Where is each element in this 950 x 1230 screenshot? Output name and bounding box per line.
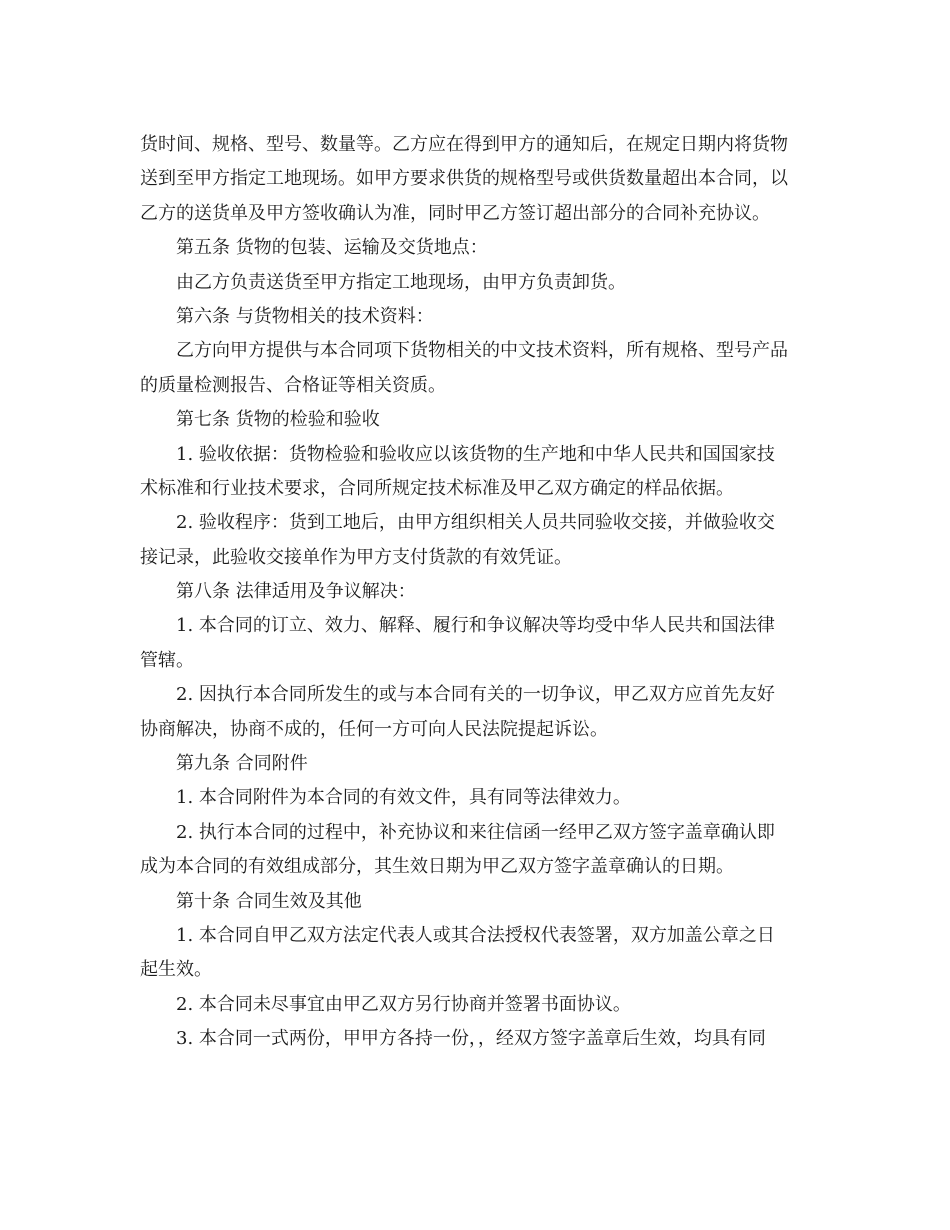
text-line: 送到至甲方指定工地现场。如甲方要求供货的规格型号或供货数量超出本合同，以 [140,168,788,190]
text-line: 1. 验收依据：货物检验和验收应以该货物的生产地和中华人民共和国国家技 [176,443,775,465]
text-line: 成为本合同的有效组成部分，其生效日期为甲乙双方签字盖章确认的日期。 [140,856,734,878]
text-line: 2. 验收程序：货到工地后，由甲方组织相关人员共同验收交接，并做验收交 [176,512,775,534]
text-line: 协商解决，协商不成的，任何一方可向人民法院提起诉讼。 [140,718,608,740]
text-line: 由乙方负责送货至甲方指定工地现场，由甲方负责卸货。 [176,271,626,293]
text-line: 2. 本合同未尽事宜由甲乙双方另行协商并签署书面协议。 [176,993,631,1015]
text-line: 接记录，此验收交接单作为甲方支付货款的有效凭证。 [140,546,572,568]
text-line: 第十条 合同生效及其他 [176,890,362,912]
text-line: 乙方向甲方提供与本合同项下货物相关的中文技术资料，所有规格、型号产品 [176,340,788,362]
text-line: 1. 本合同的订立、效力、解释、履行和争议解决等均受中华人民共和国法律 [176,615,775,637]
text-line: 第八条 法律适用及争议解决： [176,581,416,603]
text-line: 术标准和行业技术要求，合同所规定技术标准及甲乙双方确定的样品依据。 [140,477,734,499]
text-line: 2. 执行本合同的过程中，补充协议和来往信函一经甲乙双方签字盖章确认即 [176,821,775,843]
text-line: 乙方的送货单及甲方签收确认为准，同时甲乙方签订超出部分的合同补充协议。 [140,202,770,224]
text-line: 第七条 货物的检验和验收 [176,409,380,431]
contract-body [140,128,810,1057]
text-line: 3. 本合同一式两份，甲甲方各持一份，，经双方签字盖章后生效，均具有同 [176,1028,766,1050]
text-line: 管辖。 [140,649,194,671]
text-line: 1. 本合同附件为本合同的有效文件，具有同等法律效力。 [176,787,631,809]
text-line: 货时间、规格、型号、数量等。乙方应在得到甲方的通知后，在规定日期内将货物 [140,134,788,155]
text-line: 2. 因执行本合同所发生的或与本合同有关的一切争议，甲乙双方应首先友好 [176,684,775,706]
text-line: 的质量检测报告、合格证等相关资质。 [140,374,446,396]
text-line: 起生效。 [140,959,212,981]
text-line: 1. 本合同自甲乙双方法定代表人或其合法授权代表签署，双方加盖公章之日 [176,924,775,946]
text-line: 第六条 与货物相关的技术资料： [176,305,434,327]
text-line: 第九条 合同附件 [176,753,308,775]
text-line: 第五条 货物的包装、运输及交货地点： [176,237,488,259]
